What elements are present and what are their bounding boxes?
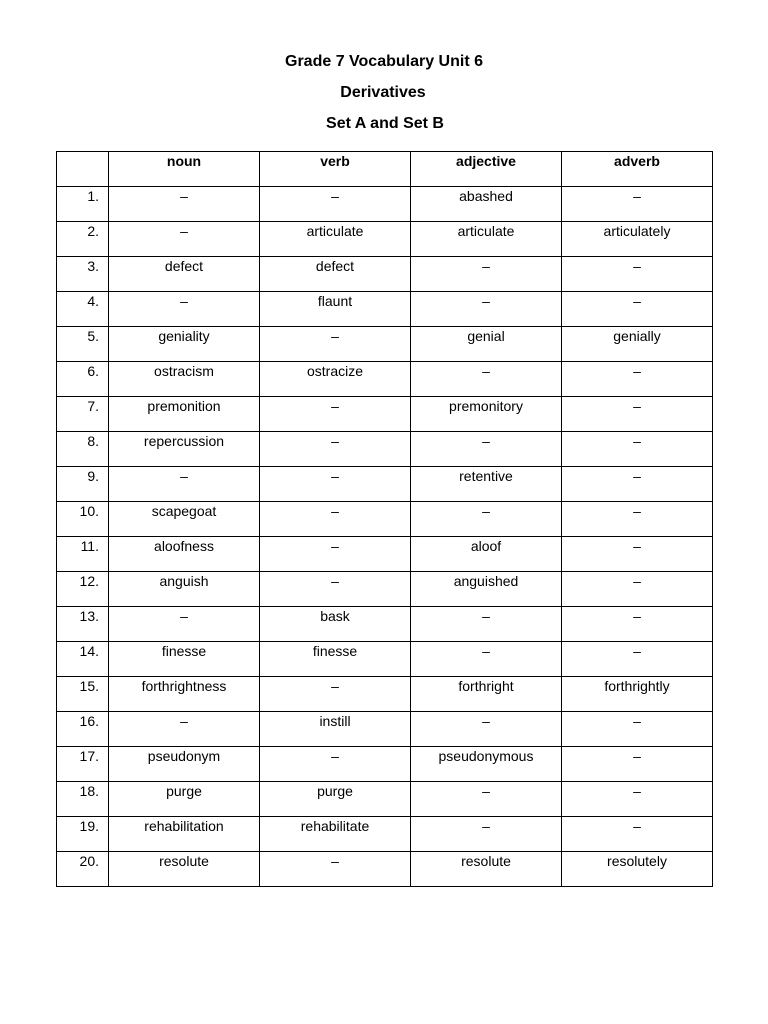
row-number: 19.	[57, 817, 109, 852]
row-number: 13.	[57, 607, 109, 642]
adverb-cell: –	[562, 502, 713, 537]
adverb-cell: –	[562, 572, 713, 607]
row-number: 14.	[57, 642, 109, 677]
noun-cell: –	[109, 187, 260, 222]
row-number: 5.	[57, 327, 109, 362]
verb-cell: purge	[260, 782, 411, 817]
adverb-cell: –	[562, 362, 713, 397]
adjective-cell: forthright	[411, 677, 562, 712]
table-row	[57, 257, 713, 292]
verb-cell: –	[260, 327, 411, 362]
verb-cell: –	[260, 502, 411, 537]
verb-cell: rehabilitate	[260, 817, 411, 852]
adverb-cell: forthrightly	[562, 677, 713, 712]
adverb-cell: –	[562, 257, 713, 292]
row-number: 20.	[57, 852, 109, 887]
row-number: 2.	[57, 222, 109, 257]
adjective-cell: –	[411, 502, 562, 537]
verb-cell: –	[260, 572, 411, 607]
row-number: 4.	[57, 292, 109, 327]
adverb-cell: –	[562, 782, 713, 817]
adjective-cell: –	[411, 642, 562, 677]
noun-cell: purge	[109, 782, 260, 817]
noun-cell: defect	[109, 257, 260, 292]
row-number: 8.	[57, 432, 109, 467]
table-row	[57, 467, 713, 502]
document-subtitle: Derivatives	[340, 84, 426, 101]
adverb-cell: –	[562, 397, 713, 432]
row-number: 12.	[57, 572, 109, 607]
header-verb: verb	[260, 152, 411, 187]
row-number: 7.	[57, 397, 109, 432]
document-title: Grade 7 Vocabulary Unit 6	[285, 53, 483, 70]
table-row	[57, 747, 713, 782]
row-number: 17.	[57, 747, 109, 782]
adjective-cell: genial	[411, 327, 562, 362]
adjective-cell: –	[411, 782, 562, 817]
adjective-cell: articulate	[411, 222, 562, 257]
row-number: 9.	[57, 467, 109, 502]
verb-cell: –	[260, 537, 411, 572]
adjective-cell: anguished	[411, 572, 562, 607]
noun-cell: rehabilitation	[109, 817, 260, 852]
set-label: Set A and Set B	[326, 115, 444, 132]
adjective-cell: resolute	[411, 852, 562, 887]
adjective-cell: –	[411, 257, 562, 292]
table-row	[57, 712, 713, 747]
adjective-cell: –	[411, 432, 562, 467]
adverb-cell: –	[562, 607, 713, 642]
adverb-cell: –	[562, 432, 713, 467]
adjective-cell: abashed	[411, 187, 562, 222]
adverb-cell: resolutely	[562, 852, 713, 887]
table-row	[57, 537, 713, 572]
table-row	[57, 817, 713, 852]
table-row	[57, 607, 713, 642]
verb-cell: ostracize	[260, 362, 411, 397]
adjective-cell: retentive	[411, 467, 562, 502]
verb-cell: –	[260, 432, 411, 467]
verb-cell: –	[260, 747, 411, 782]
adverb-cell: –	[562, 467, 713, 502]
table-row	[57, 502, 713, 537]
row-number: 6.	[57, 362, 109, 397]
table-row	[57, 292, 713, 327]
adverb-cell: –	[562, 292, 713, 327]
table-row	[57, 642, 713, 677]
adverb-cell: –	[562, 712, 713, 747]
adjective-cell: –	[411, 817, 562, 852]
noun-cell: resolute	[109, 852, 260, 887]
header-adjective: adjective	[411, 152, 562, 187]
noun-cell: –	[109, 607, 260, 642]
table-row	[57, 852, 713, 887]
adjective-cell: –	[411, 712, 562, 747]
adverb-cell: –	[562, 817, 713, 852]
verb-cell: –	[260, 467, 411, 502]
table-row	[57, 432, 713, 467]
adverb-cell: –	[562, 537, 713, 572]
table-body	[57, 187, 713, 887]
verb-cell: flaunt	[260, 292, 411, 327]
verb-cell: articulate	[260, 222, 411, 257]
adjective-cell: –	[411, 292, 562, 327]
table-row	[57, 327, 713, 362]
verb-cell: bask	[260, 607, 411, 642]
vocabulary-table	[56, 151, 713, 887]
row-number: 1.	[57, 187, 109, 222]
noun-cell: –	[109, 292, 260, 327]
row-number: 10.	[57, 502, 109, 537]
row-number: 16.	[57, 712, 109, 747]
table-header-row	[57, 152, 713, 187]
row-number: 15.	[57, 677, 109, 712]
header-adverb: adverb	[562, 152, 713, 187]
adjective-cell: –	[411, 362, 562, 397]
verb-cell: finesse	[260, 642, 411, 677]
noun-cell: premonition	[109, 397, 260, 432]
header-number	[57, 152, 109, 187]
table-row	[57, 572, 713, 607]
row-number: 18.	[57, 782, 109, 817]
row-number: 3.	[57, 257, 109, 292]
table-row	[57, 397, 713, 432]
noun-cell: –	[109, 222, 260, 257]
table-row	[57, 677, 713, 712]
table-row	[57, 362, 713, 397]
verb-cell: –	[260, 397, 411, 432]
noun-cell: scapegoat	[109, 502, 260, 537]
table-row	[57, 782, 713, 817]
noun-cell: repercussion	[109, 432, 260, 467]
adverb-cell: genially	[562, 327, 713, 362]
table-row	[57, 187, 713, 222]
adverb-cell: –	[562, 187, 713, 222]
header-noun: noun	[109, 152, 260, 187]
noun-cell: geniality	[109, 327, 260, 362]
adverb-cell: –	[562, 642, 713, 677]
noun-cell: pseudonym	[109, 747, 260, 782]
verb-cell: defect	[260, 257, 411, 292]
row-number: 11.	[57, 537, 109, 572]
noun-cell: ostracism	[109, 362, 260, 397]
adjective-cell: premonitory	[411, 397, 562, 432]
verb-cell: –	[260, 677, 411, 712]
noun-cell: aloofness	[109, 537, 260, 572]
adverb-cell: articulately	[562, 222, 713, 257]
adjective-cell: pseudonymous	[411, 747, 562, 782]
verb-cell: –	[260, 187, 411, 222]
adjective-cell: aloof	[411, 537, 562, 572]
noun-cell: forthrightness	[109, 677, 260, 712]
table-row	[57, 222, 713, 257]
noun-cell: –	[109, 712, 260, 747]
noun-cell: finesse	[109, 642, 260, 677]
verb-cell: instill	[260, 712, 411, 747]
noun-cell: anguish	[109, 572, 260, 607]
adjective-cell: –	[411, 607, 562, 642]
adverb-cell: –	[562, 747, 713, 782]
verb-cell: –	[260, 852, 411, 887]
noun-cell: –	[109, 467, 260, 502]
